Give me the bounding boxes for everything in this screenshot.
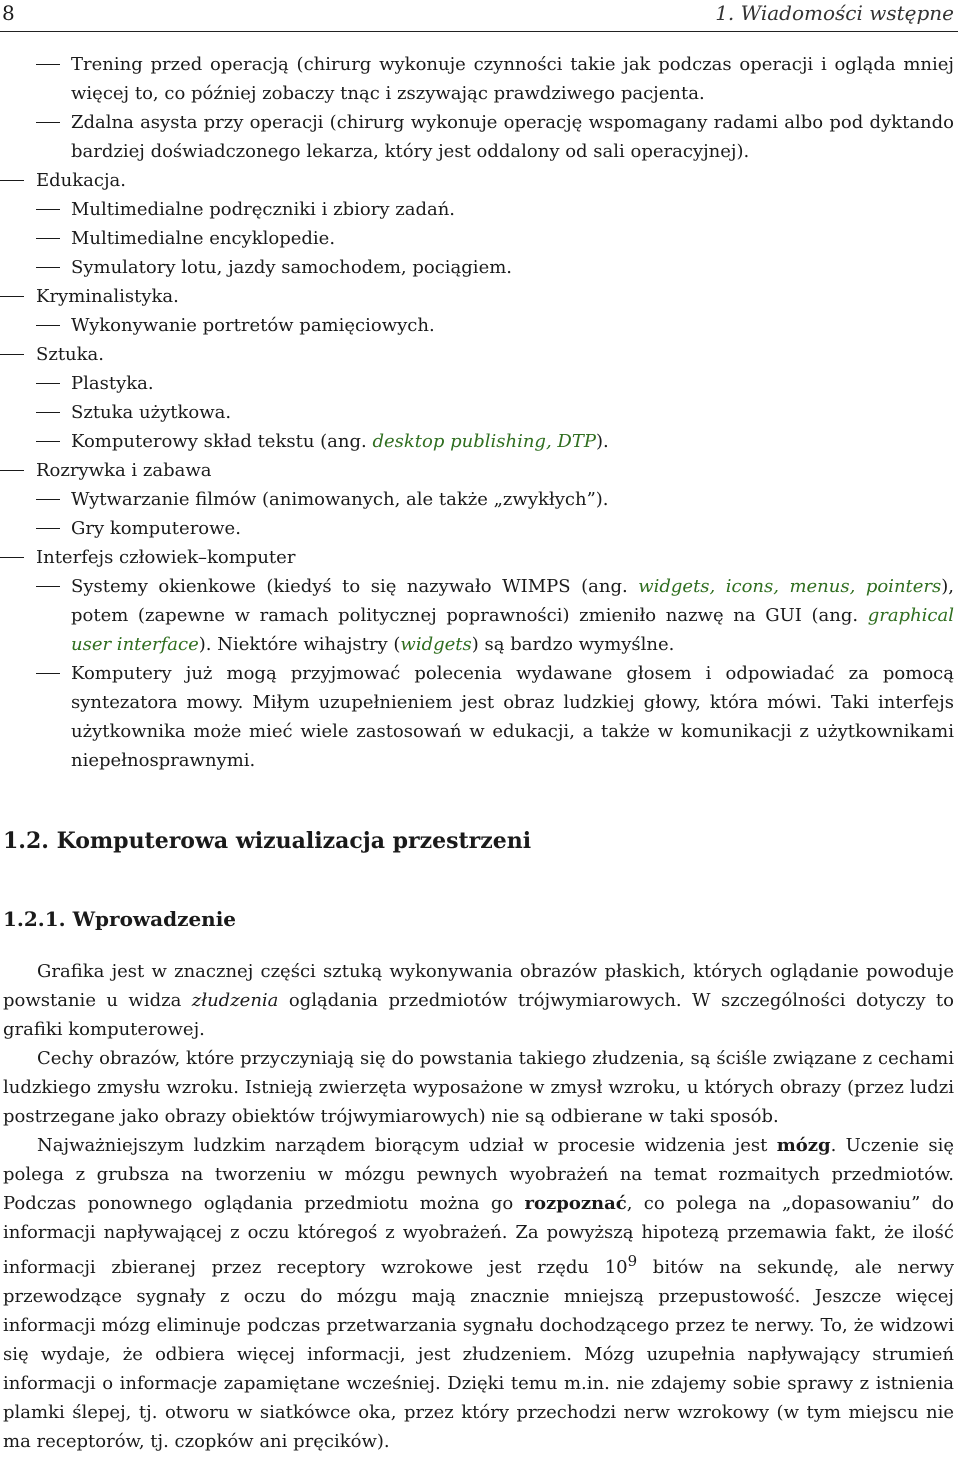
list-item (0, 398, 954, 427)
em-dash-bullet-icon (36, 383, 60, 384)
text-segment: Zdalna asysta przy operacji (chirurg wykonuje operację wspomagany radami albo pod dyktando bardziej doświadczonego lekarza, który jest oddalony od sali operacyjnej). (71, 112, 954, 162)
text-segment: Wytwarzanie filmów (animowanych, ale także „zwykłych”). (71, 489, 609, 510)
text-segment: Cechy obrazów, które przyczyniają się do powstania takiego złudzenia, są ściśle związane z cechami ludzkiego zmysłu wzroku. Istnieją zwierzęta wyposażone w zmysł wzroku, u których obrazy (przez ludzi postrzegane jako obrazy obiektów trójwymiarowych) nie są odbierane w taki sposób. (3, 1048, 954, 1127)
text-segment: Sztuka użytkowa. (71, 402, 232, 423)
em-dash-bullet-icon (0, 470, 24, 471)
text-segment: Rozrywka i zabawa (36, 460, 212, 481)
list-item (0, 485, 954, 514)
list-item (0, 166, 954, 195)
paragraph (3, 957, 954, 1044)
paragraph (3, 1131, 954, 1456)
list-item (0, 456, 954, 485)
text-segment: Interfejs człowiek–komputer (36, 547, 296, 568)
bullet-list (0, 50, 954, 775)
text-segment: Najważniejszym ludzkim narządem biorącym udział w procesie widzenia jest (37, 1135, 777, 1156)
em-dash-bullet-icon (36, 441, 60, 442)
text-segment: Komputery już mogą przyjmować polecenia wydawane głosem i odpowiadać za pomocą syntezatora mowy. Miłym uzupełnieniem jest obraz ludzkiej głowy, która mówi. Taki interfejs użytkownika może mieć wiele zastosowań w edukacji, a także w komunikacji z użytkownikami niepełnosprawnymi. (71, 663, 954, 771)
text-segment: Gry komputerowe. (71, 518, 241, 539)
em-dash-bullet-icon (0, 296, 24, 297)
list-item (0, 108, 954, 166)
text-segment: Multimedialne podręczniki i zbiory zadań. (71, 199, 456, 220)
text-segment: Multimedialne encyklopedie. (71, 228, 336, 249)
list-item (0, 572, 954, 659)
em-dash-bullet-icon (36, 238, 60, 239)
em-dash-bullet-icon (36, 412, 60, 413)
list-item (0, 224, 954, 253)
english-term: graphical user interface (71, 605, 954, 655)
page-number: 8 (2, 1, 15, 25)
list-item (0, 282, 954, 311)
em-dash-bullet-icon (0, 354, 24, 355)
em-dash-bullet-icon (36, 209, 60, 210)
bold-term: mózg (776, 1135, 831, 1156)
text-segment: ). Niektóre wihajstry ( (198, 634, 401, 655)
bold-term: rozpoznać (524, 1193, 627, 1214)
text-segment: , co polega na „dopasowaniu” do informacji napływającej z oczu któregoś z wyobrażeń. Za powyższą hipotezą przemawia fakt, że ilość informacji zbieranej przez receptory wzrokowe jest rzędu 10 (3, 1193, 955, 1278)
list-item (0, 311, 954, 340)
list-item (0, 514, 954, 543)
text-segment: oglądania przedmiotów trójwymiarowych. W szczególności dotyczy to grafiki komputerowej. (3, 990, 954, 1040)
em-dash-bullet-icon (36, 586, 60, 587)
text-segment: Kryminalistyka. (36, 286, 179, 307)
body-text (3, 957, 954, 1456)
em-dash-bullet-icon (36, 325, 60, 326)
list-item (0, 369, 954, 398)
text-segment: Sztuka. (36, 344, 105, 365)
em-dash-bullet-icon (36, 64, 60, 65)
em-dash-bullet-icon (36, 499, 60, 500)
subsection-heading: 1.2.1. Wprowadzenie (3, 907, 237, 931)
list-item (0, 543, 954, 572)
em-dash-bullet-icon (36, 122, 60, 123)
section-heading: 1.2. Komputerowa wizualizacja przestrzeni (3, 828, 532, 854)
text-segment: Plastyka. (71, 373, 154, 394)
em-dash-bullet-icon (36, 267, 60, 268)
em-dash-bullet-icon (0, 557, 24, 558)
text-segment: . Uczenie się polega z grubsza na tworzeniu w mózgu pewnych wyobrażeń na temat rozmaitych przedmiotów. Podczas ponownego oglądania przedmiotu można go (3, 1135, 954, 1214)
list-item (0, 659, 954, 775)
list-item (0, 50, 954, 108)
emphasized-term: złudzenia (191, 990, 279, 1011)
english-term: widgets (400, 634, 472, 655)
running-header-title: 1. Wiadomości wstępne (715, 1, 954, 25)
header-rule (0, 31, 958, 32)
list-item (0, 427, 954, 456)
em-dash-bullet-icon (0, 180, 24, 181)
english-term: desktop publishing, DTP (372, 431, 596, 452)
text-segment: Komputerowy skład tekstu (ang. (71, 431, 373, 452)
text-segment: Grafika jest w znacznej części sztuką wykonywania obrazów płaskich, których oglądanie powoduje powstanie u widza (3, 961, 954, 1011)
paragraph (3, 1044, 954, 1131)
text-segment: Edukacja. (36, 170, 127, 191)
em-dash-bullet-icon (36, 528, 60, 529)
em-dash-bullet-icon (36, 673, 60, 674)
english-term: widgets, icons, menus, pointers (638, 576, 942, 597)
text-segment: Wykonywanie portretów pamięciowych. (71, 315, 435, 336)
text-segment: ). (595, 431, 609, 452)
exponent: 9 (627, 1252, 638, 1270)
list-item (0, 340, 954, 369)
text-segment: ) są bardzo wymyślne. (471, 634, 675, 655)
text-segment: Trening przed operacją (chirurg wykonuje czynności takie jak podczas operacji i ogląda mniej więcej to, co później zobaczy tnąc i zszywając prawdziwego pacjenta. (71, 54, 954, 104)
text-segment: Symulatory lotu, jazdy samochodem, pociągiem. (71, 257, 513, 278)
list-item (0, 195, 954, 224)
text-segment: Systemy okienkowe (kiedyś to się nazywało WIMPS (ang. (71, 576, 639, 597)
text-segment: bitów na sekundę, ale nerwy przewodzące sygnały z oczu do mózgu mają znacznie mniejszą przepustowość. Jeszcze więcej informacji mózg eliminuje podczas przetwarzania sygnału dochodzącego przez te nerwy. To, że widzowi się wydaje, że odbiera więcej informacji, jest złudzeniem. Mózg uzupełnia napływający strumień informacji o informacje zapamiętane wcześniej. Dzięki temu m.in. nie zdajemy sobie sprawy z istnienia plamki ślepej, tj. otworu w siatkówce oka, przez który przechodzi nerw wzrokowy (w tym miejscu nie ma receptorów, tj. czopków ani pręcików). (3, 1257, 954, 1452)
text-segment: ), potem (zapewne w ramach politycznej poprawności) zmieniło nazwę na GUI (ang. (71, 576, 955, 626)
list-item (0, 253, 954, 282)
